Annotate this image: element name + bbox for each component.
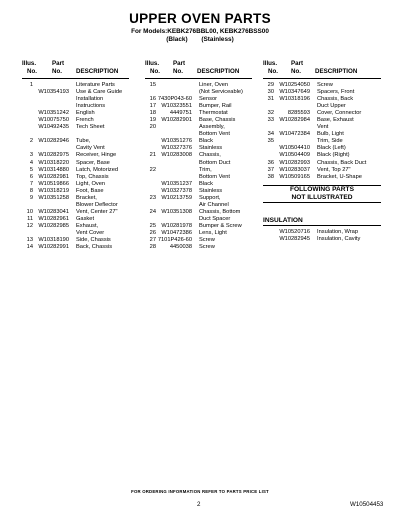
part-row xyxy=(145,237,252,244)
color-black: (Black) xyxy=(166,36,188,43)
part-description: Foot, Base xyxy=(76,187,104,194)
part-number: W10354193 xyxy=(38,89,69,96)
part-description: Literature Parts xyxy=(76,82,115,88)
part-description: Chassis, Back xyxy=(317,96,354,103)
part-description: French xyxy=(76,117,94,124)
part-row xyxy=(22,195,129,202)
column-header xyxy=(145,60,252,77)
illus-number: 8 xyxy=(29,187,33,194)
header-description: DESCRIPTION xyxy=(76,68,119,75)
part-number: W10283008 xyxy=(161,152,192,159)
part-number: W10347649 xyxy=(279,89,310,96)
part-description: Vent, Top 27" xyxy=(317,166,351,173)
part-description: Stainless xyxy=(199,145,223,152)
part-number: W10282961 xyxy=(38,215,69,222)
illus-number: 17 xyxy=(149,103,156,110)
part-description: Duct Spacer xyxy=(199,215,231,222)
part-description: Black (Right) xyxy=(317,152,350,159)
part-description: Tube, xyxy=(76,138,91,145)
part-description: English xyxy=(76,110,95,117)
part-number: W10520716 xyxy=(279,228,310,235)
part-row xyxy=(145,188,252,195)
illus-number: 33 xyxy=(267,117,274,124)
not-illustrated-section xyxy=(263,185,381,203)
parts-list xyxy=(263,82,381,181)
part-description: Base, Exhaust xyxy=(317,117,354,124)
part-row xyxy=(22,96,129,103)
parts-list xyxy=(22,82,129,251)
illus-number: 27 xyxy=(149,237,156,244)
illus-number: 11 xyxy=(27,215,33,222)
part-row xyxy=(145,244,252,251)
column-header xyxy=(263,60,381,77)
part-row xyxy=(22,82,129,89)
part-row xyxy=(22,131,129,138)
illus-number: 34 xyxy=(267,131,274,138)
part-description: Receiver, Hinge xyxy=(76,152,117,159)
part-number: W10283037 xyxy=(279,166,310,173)
part-description: Trim, xyxy=(199,166,212,173)
page-number: 2 xyxy=(197,501,201,508)
models-line: For Models:KEBK276BBL00, KEBK276BSS00 xyxy=(131,28,269,35)
part-row xyxy=(22,167,129,174)
part-description: Tech Sheet xyxy=(76,124,105,131)
part-description: Exhaust, xyxy=(76,222,99,229)
part-number: W10254050 xyxy=(279,82,310,88)
header-part-top: Part xyxy=(291,60,304,67)
part-number: W10282901 xyxy=(161,117,192,124)
part-description: Cover, Connector xyxy=(317,110,362,117)
part-description: Thermostat xyxy=(199,110,228,117)
part-number: W10351242 xyxy=(38,110,69,117)
part-number: W10282993 xyxy=(279,159,310,166)
part-row xyxy=(22,89,129,96)
part-description: Black xyxy=(199,138,213,145)
illus-number: 25 xyxy=(149,222,156,229)
illus-number: 29 xyxy=(267,82,274,88)
page-title: UPPER OVEN PARTS xyxy=(129,11,271,26)
part-description: Chassis, xyxy=(199,152,221,159)
part-description: Black xyxy=(199,180,213,187)
parts-column-3 xyxy=(263,60,381,243)
part-row xyxy=(22,103,129,110)
document-number: W10504453 xyxy=(350,501,384,508)
illus-number: 19 xyxy=(149,117,156,124)
part-row xyxy=(22,237,129,244)
part-row xyxy=(145,167,252,174)
illus-number: 23 xyxy=(149,194,156,201)
illus-number: 38 xyxy=(267,173,274,180)
following-parts-line1: FOLLOWING PARTS xyxy=(290,185,354,193)
part-row xyxy=(263,124,381,131)
header-illus-bottom: No. xyxy=(150,68,160,75)
illus-number: 26 xyxy=(149,229,156,236)
illus-number: 24 xyxy=(149,208,156,215)
part-row xyxy=(22,152,129,159)
part-row xyxy=(22,145,129,152)
section-rule xyxy=(263,202,381,203)
part-row xyxy=(145,216,252,223)
insulation-list xyxy=(263,229,381,243)
header-description: DESCRIPTION xyxy=(197,68,240,75)
part-row xyxy=(263,103,381,110)
part-number: W10318220 xyxy=(38,159,69,166)
part-description: Base, Chassis xyxy=(199,117,236,124)
part-description: Blower Deflector xyxy=(76,201,118,208)
part-row xyxy=(22,216,129,223)
part-description: Trim, Side xyxy=(317,138,343,145)
part-description: Use & Care Guide xyxy=(76,89,123,96)
part-row xyxy=(145,160,252,167)
part-description: Bracket, U-Shape xyxy=(317,173,362,180)
part-row xyxy=(263,110,381,117)
part-number: W10504410 xyxy=(279,145,310,152)
illus-number: 21 xyxy=(149,152,156,159)
part-row xyxy=(263,117,381,124)
part-row xyxy=(22,138,129,145)
part-number: W10351308 xyxy=(161,208,192,215)
part-number: 8285593 xyxy=(287,110,310,117)
part-number: W10351276 xyxy=(161,138,192,145)
part-number: W10213759 xyxy=(161,194,192,201)
part-number: W10281978 xyxy=(161,222,192,229)
part-row xyxy=(145,131,252,138)
part-description: Screw xyxy=(317,82,333,88)
illus-number: 16 xyxy=(149,96,156,103)
illus-number: 2 xyxy=(29,138,33,145)
illus-number: 36 xyxy=(267,159,274,166)
part-number: W10351258 xyxy=(38,194,69,201)
part-description: Chassis, Bottom xyxy=(199,208,241,215)
part-row xyxy=(263,82,381,89)
part-description: Latch, Motorized xyxy=(76,166,119,173)
illus-number: 32 xyxy=(267,110,274,117)
part-number: 4450038 xyxy=(169,244,192,251)
part-description: Insulation, Cavity xyxy=(317,235,361,242)
part-row xyxy=(145,202,252,209)
part-row xyxy=(145,223,252,230)
part-description: Screw xyxy=(199,244,215,251)
part-number: W10318196 xyxy=(279,96,310,103)
color-stainless: (Stainless) xyxy=(201,36,234,43)
part-description: Duct Upper xyxy=(317,103,346,110)
part-row xyxy=(263,167,381,174)
part-description: Bottom Duct xyxy=(199,159,231,166)
part-description: Side, Chassis xyxy=(76,237,111,244)
illus-number: 7 xyxy=(29,180,33,187)
part-description: Cavity Vent xyxy=(76,145,105,152)
part-number: W10318219 xyxy=(38,187,69,194)
insulation-section xyxy=(263,217,381,243)
part-number: W10472384 xyxy=(279,131,310,138)
part-description: Instructions xyxy=(76,103,106,110)
illus-number: 10 xyxy=(26,208,33,215)
part-description: Bumper & Screw xyxy=(199,222,242,229)
part-row xyxy=(22,174,129,181)
color-variants xyxy=(0,36,400,43)
header-description: DESCRIPTION xyxy=(315,68,358,75)
part-description: Air Channel xyxy=(199,201,229,208)
part-description: Bracket, xyxy=(76,194,97,201)
illus-number: 5 xyxy=(29,166,33,173)
part-row xyxy=(145,145,252,152)
header-part-top: Part xyxy=(52,60,65,67)
part-row xyxy=(22,117,129,124)
illus-number: 31 xyxy=(267,96,274,103)
part-row xyxy=(22,181,129,188)
part-row xyxy=(145,82,252,89)
header-part-bottom: No. xyxy=(52,68,62,75)
part-description: Lens, Light xyxy=(199,229,227,236)
parts-column-2 xyxy=(145,60,252,251)
part-description: (Not Serviceable) xyxy=(199,89,243,96)
part-number: W10327376 xyxy=(161,145,192,152)
part-description: Bulb, Light xyxy=(317,131,344,138)
part-description: Insulation, Wrap xyxy=(317,228,358,235)
column-header xyxy=(22,60,129,77)
insulation-rule xyxy=(263,225,381,226)
part-row xyxy=(145,110,252,117)
part-description: Top, Chassis xyxy=(76,173,109,180)
part-number: W10282975 xyxy=(38,152,69,159)
part-row xyxy=(263,96,381,103)
part-description: Vent Cover xyxy=(76,229,105,236)
part-description: Stainless xyxy=(199,187,223,194)
part-row xyxy=(22,160,129,167)
part-row xyxy=(145,103,252,110)
part-number: 7101P426-60 xyxy=(157,237,192,244)
part-number: W10519866 xyxy=(38,180,69,187)
illus-number: 15 xyxy=(149,82,156,88)
part-description: Support, xyxy=(199,194,221,201)
header-part-bottom: No. xyxy=(291,68,301,75)
part-number: 7430P043-60 xyxy=(157,96,192,103)
part-row xyxy=(145,152,252,159)
header-illus-top: Illus. xyxy=(145,60,160,67)
header-part-top: Part xyxy=(173,60,186,67)
part-number: W10327378 xyxy=(161,187,192,194)
part-row xyxy=(22,223,129,230)
part-row xyxy=(22,244,129,251)
part-number: 4449751 xyxy=(169,110,192,117)
header-rule xyxy=(22,78,129,79)
part-description: Back, Chassis xyxy=(76,244,113,251)
part-description: Vent xyxy=(317,124,329,131)
parts-column-1 xyxy=(22,60,129,251)
part-row xyxy=(263,138,381,145)
illus-number: 28 xyxy=(149,244,156,251)
part-number: W10075750 xyxy=(38,117,69,124)
part-number: W10504409 xyxy=(279,152,310,159)
part-number: W10282981 xyxy=(38,173,69,180)
following-parts-line2: NOT ILLUSTRATED xyxy=(291,193,353,201)
illus-number: 22 xyxy=(149,166,156,173)
part-description: Bottom Vent xyxy=(199,173,230,180)
part-row xyxy=(145,195,252,202)
part-description: Gasket xyxy=(76,215,95,222)
part-description: Installation xyxy=(76,96,104,103)
illus-number: 1 xyxy=(29,82,33,88)
part-description: Screw xyxy=(199,237,215,244)
part-row xyxy=(145,124,252,131)
part-description: Light, Oven xyxy=(76,180,106,187)
part-row xyxy=(22,188,129,195)
part-description: Spacer, Base xyxy=(76,159,110,166)
part-description: Sensor xyxy=(199,96,218,103)
illus-number: 37 xyxy=(267,166,274,173)
part-row xyxy=(263,152,381,159)
illus-number: 14 xyxy=(26,244,33,251)
part-row xyxy=(263,229,381,236)
illus-number: 3 xyxy=(29,152,33,159)
part-number: W10472386 xyxy=(161,229,192,236)
insulation-title: INSULATION xyxy=(263,216,303,224)
part-number: W10314880 xyxy=(38,166,69,173)
part-description: Chassis, Back Duct xyxy=(317,159,367,166)
part-number: W10282946 xyxy=(38,138,69,145)
part-row xyxy=(263,160,381,167)
illus-number: 35 xyxy=(267,138,274,145)
part-row xyxy=(145,230,252,237)
part-number: W10492435 xyxy=(38,124,69,131)
part-row xyxy=(263,89,381,96)
part-row xyxy=(263,174,381,181)
part-number: W10318190 xyxy=(38,237,69,244)
part-row xyxy=(145,174,252,181)
part-description: Black (Left) xyxy=(317,145,346,152)
part-row xyxy=(145,117,252,124)
part-row xyxy=(145,209,252,216)
part-number: W10509165 xyxy=(279,173,310,180)
part-description: Assembly, xyxy=(199,124,225,131)
part-number: W10282984 xyxy=(279,117,310,124)
part-number: W10283041 xyxy=(38,208,69,215)
illus-number: 20 xyxy=(149,124,156,131)
illus-number: 18 xyxy=(149,110,156,117)
part-description: Bumper, Rail xyxy=(199,103,232,110)
part-row xyxy=(145,138,252,145)
part-row xyxy=(263,236,381,243)
header-illus-top: Illus. xyxy=(263,60,278,67)
part-description: Spacers, Front xyxy=(317,89,355,96)
part-row xyxy=(145,181,252,188)
part-row xyxy=(145,89,252,96)
part-row xyxy=(22,209,129,216)
header-rule xyxy=(263,78,381,79)
part-number: W10282945 xyxy=(279,235,310,242)
illus-number: 4 xyxy=(29,159,33,166)
part-row xyxy=(145,96,252,103)
part-row xyxy=(22,230,129,237)
header-illus-top: Illus. xyxy=(22,60,37,67)
header-illus-bottom: No. xyxy=(27,68,37,75)
part-row xyxy=(263,145,381,152)
part-number: W10323551 xyxy=(161,103,192,110)
part-row xyxy=(22,202,129,209)
part-description: Vent, Center 27" xyxy=(76,208,118,215)
part-row xyxy=(22,124,129,131)
illus-number: 30 xyxy=(267,89,274,96)
part-description: Bottom Vent xyxy=(199,131,230,138)
header-part-bottom: No. xyxy=(173,68,183,75)
part-number: W10282985 xyxy=(38,222,69,229)
header-illus-bottom: No. xyxy=(268,68,278,75)
header-rule xyxy=(145,78,252,79)
illus-number: 6 xyxy=(29,173,33,180)
parts-list xyxy=(145,82,252,251)
part-number: W10282991 xyxy=(38,244,69,251)
illus-number: 13 xyxy=(26,237,33,244)
part-description: Liner, Oven xyxy=(199,82,229,88)
part-number: W10351237 xyxy=(161,180,192,187)
illus-number: 12 xyxy=(26,222,33,229)
part-row xyxy=(263,131,381,138)
ordering-note: FOR ORDERING INFORMATION REFER TO PARTS PRICE LIST xyxy=(131,489,269,494)
illus-number: 9 xyxy=(29,194,33,201)
part-row xyxy=(22,110,129,117)
